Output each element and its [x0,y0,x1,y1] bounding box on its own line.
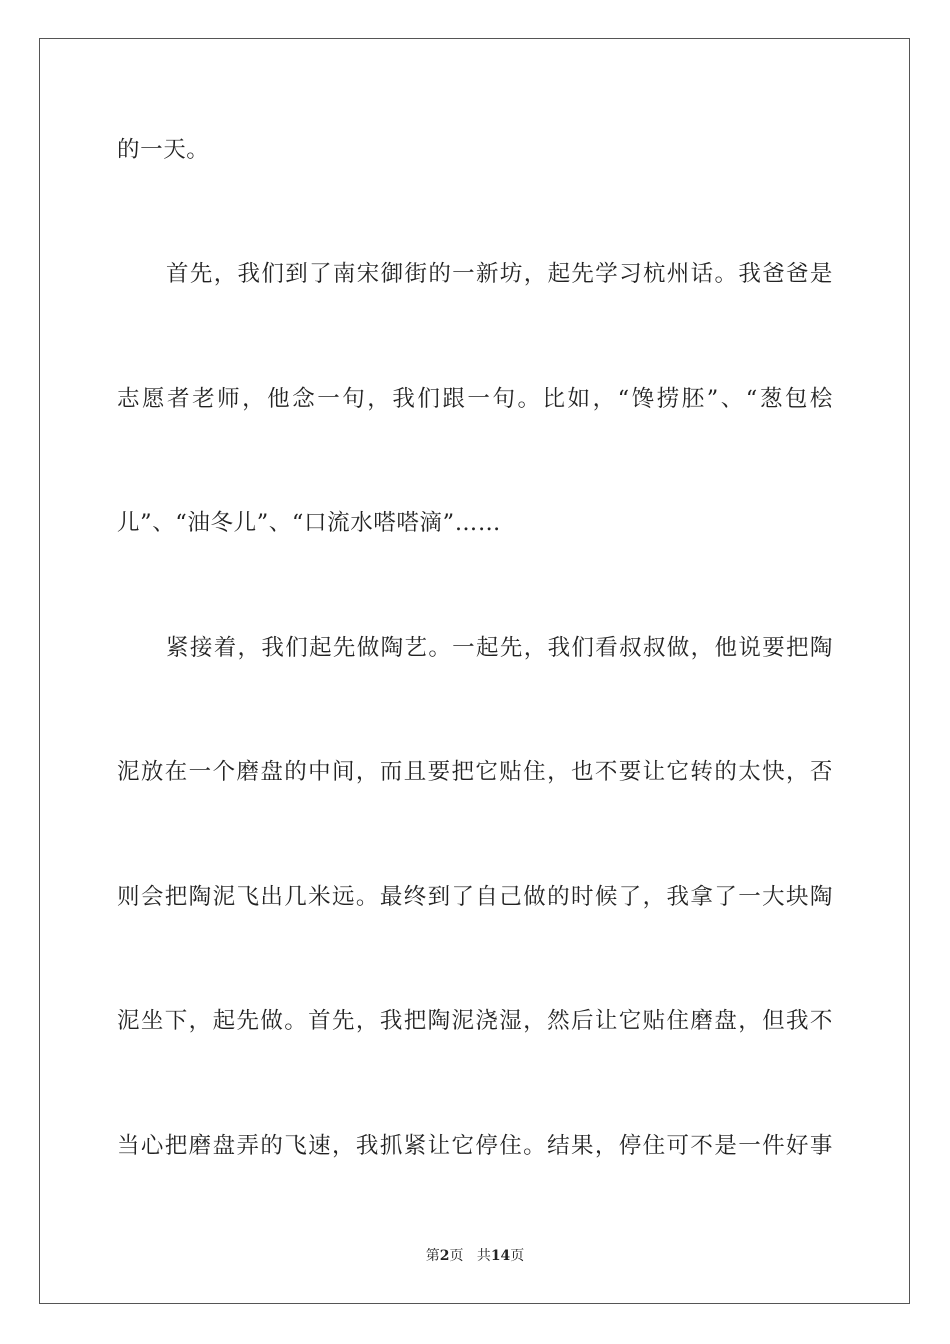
page-total: 14 [490,1248,511,1264]
text-line-1: 的一天。 [117,137,210,163]
text-line-2: 首先，我们到了南宋御街的一新坊，起先学习杭州话。我爸爸是 [166,261,833,287]
page-prefix: 第 [425,1248,440,1264]
page-footer [0,1246,950,1266]
total-prefix: 共 [476,1248,491,1264]
text-line-6: 泥放在一个磨盘的中间，而且要把它贴住，也不要让它转的太快，否 [117,759,833,785]
page-border [39,38,910,1304]
text-line-5: 紧接着，我们起先做陶艺。一起先，我们看叔叔做，他说要把陶 [166,635,833,661]
text-line-4: 儿”、“油冬儿”、“口流水嗒嗒滴”…… [117,510,501,536]
total-unit: 页 [510,1248,525,1264]
page-unit: 页 [449,1248,464,1264]
text-line-8: 泥坐下，起先做。首先，我把陶泥浇湿，然后让它贴住磨盘，但我不 [117,1008,833,1034]
page-current: 2 [439,1248,450,1264]
text-line-7: 则会把陶泥飞出几米远。最终到了自己做的时候了，我拿了一大块陶 [117,884,833,910]
text-line-9: 当心把磨盘弄的飞速，我抓紧让它停住。结果，停住可不是一件好事 [117,1133,833,1159]
text-line-3: 志愿者老师，他念一句，我们跟一句。比如，“馋捞胚”、“葱包桧 [117,386,833,412]
